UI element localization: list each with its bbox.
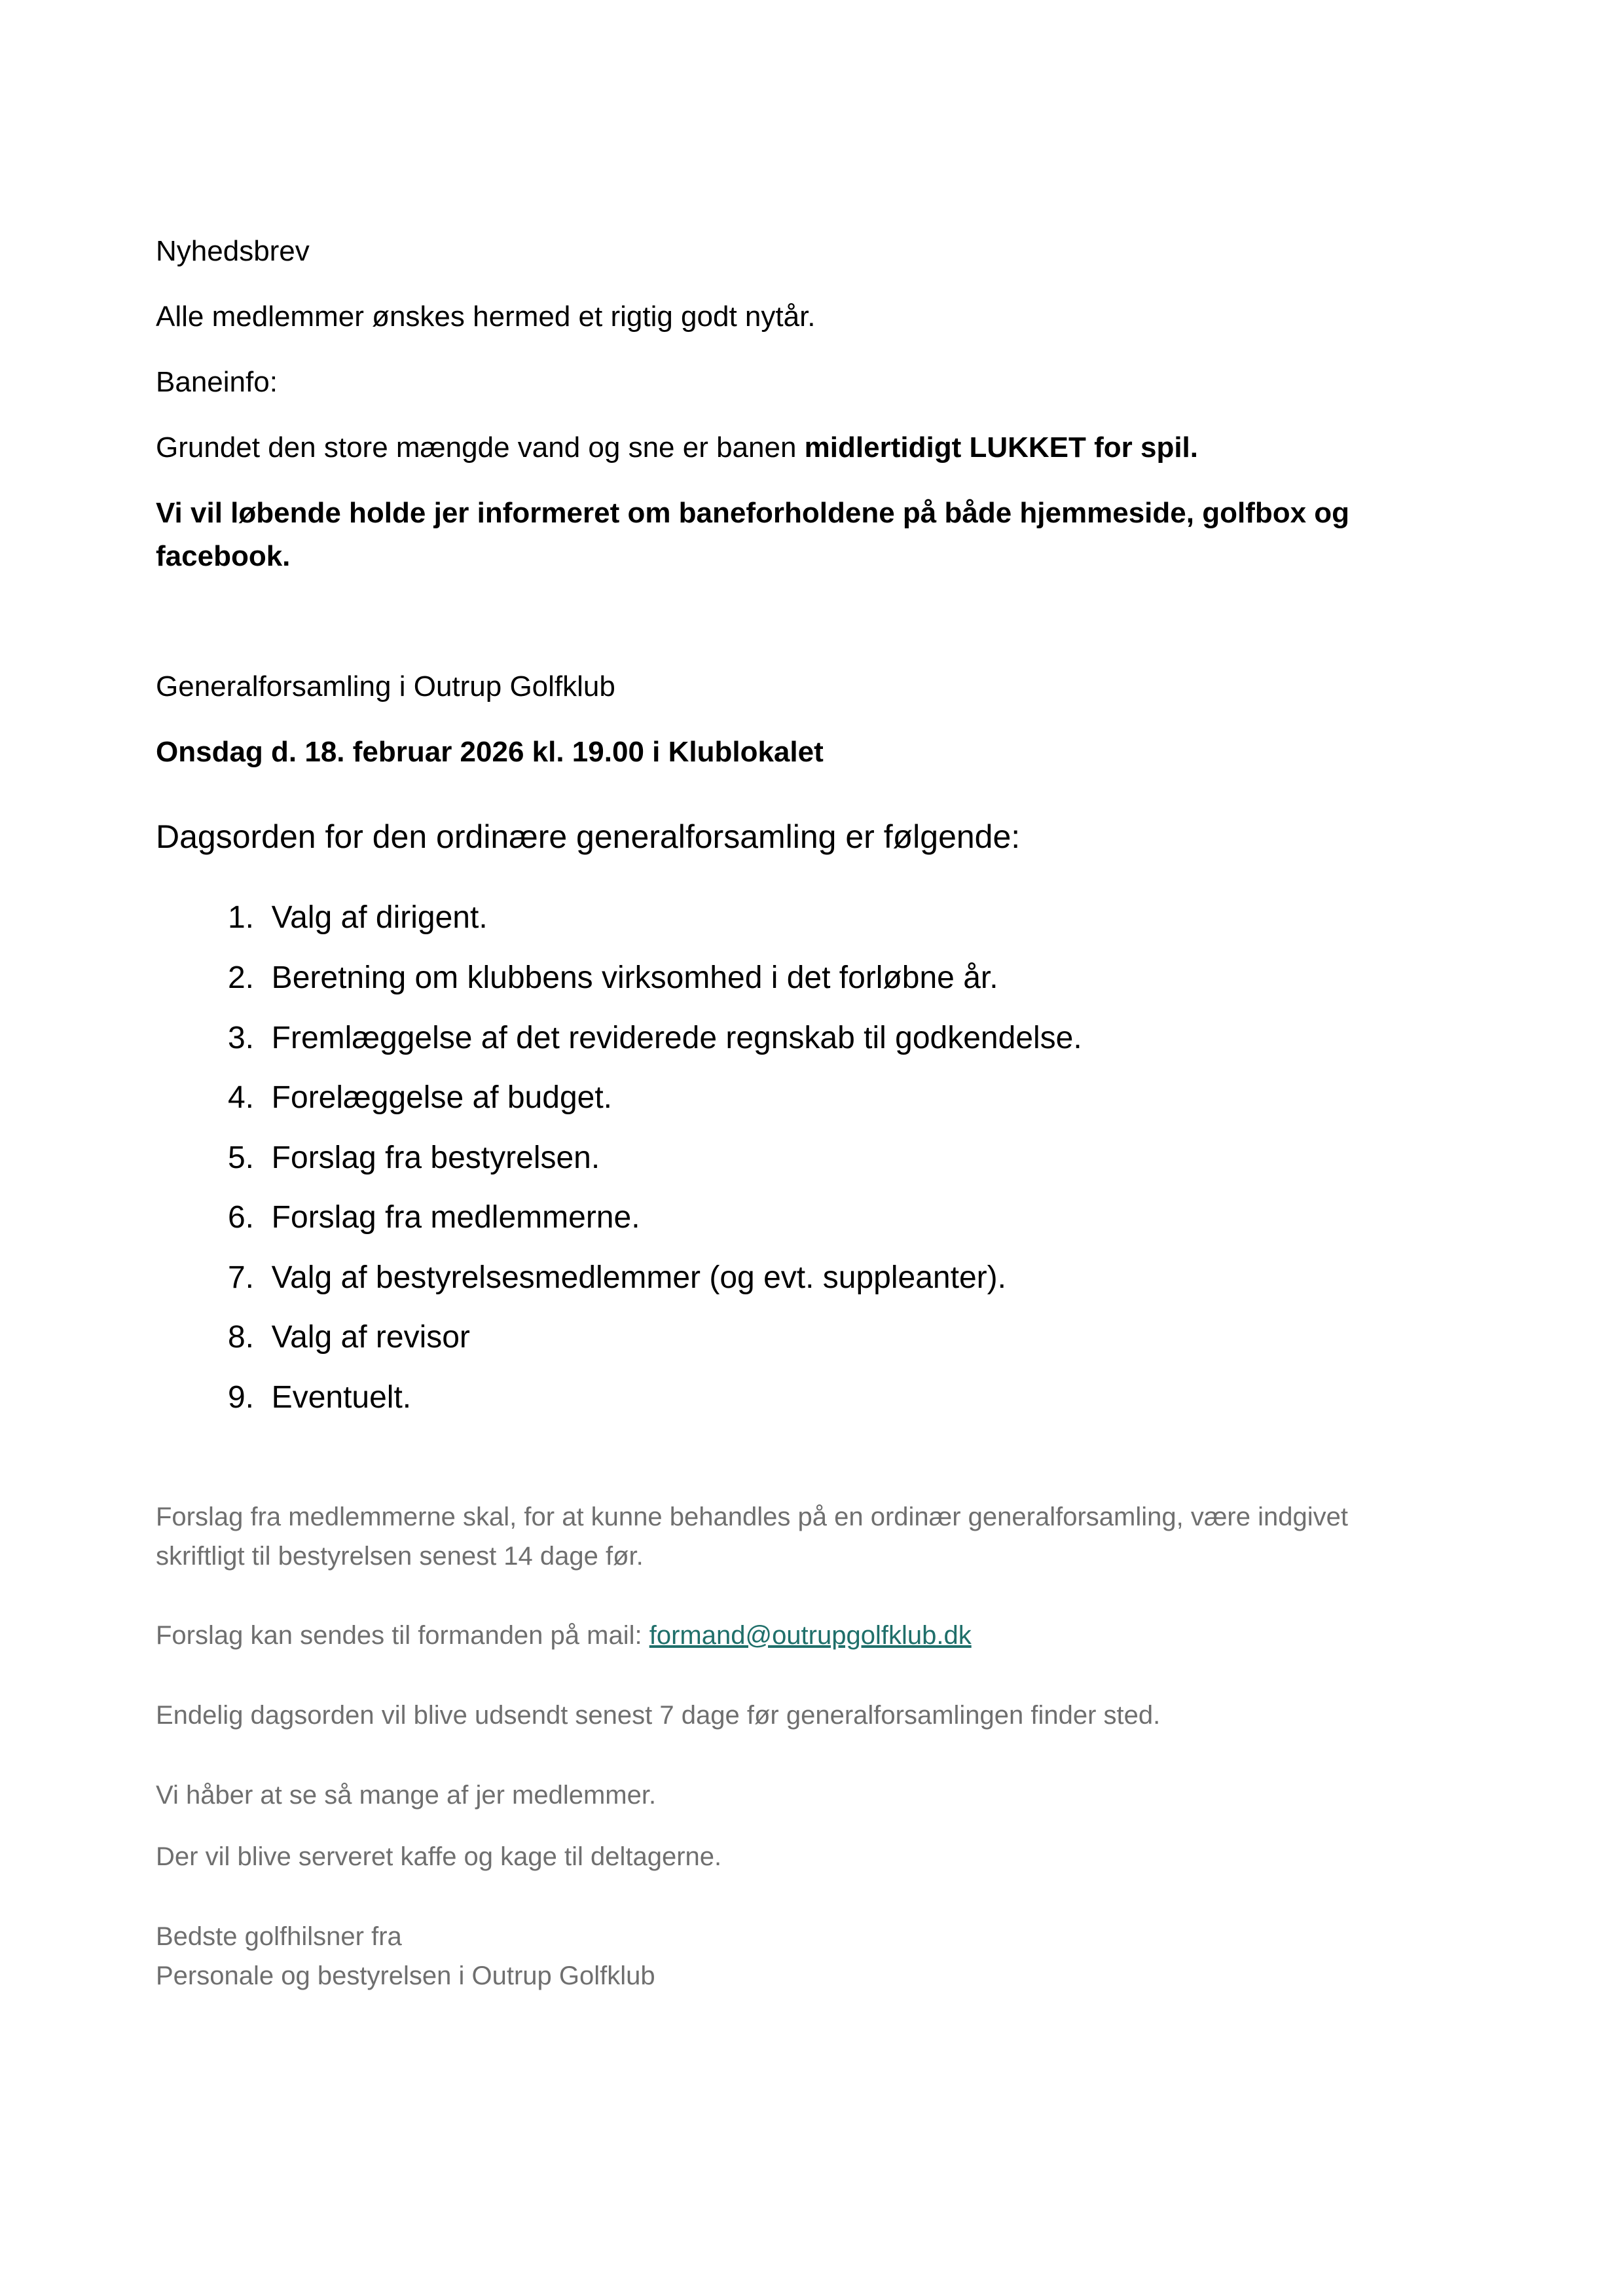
agenda-number: 3. [227,1021,254,1055]
agenda-item-3 [156,1023,1082,1054]
course-closed-bold: midlertidigt LUKKET for spil. [804,431,1198,464]
newsletter-title: Nyhedsbrev [156,235,310,267]
updates-line-1: Vi vil løbende holde jer informeret om baneforholdene på både hjemmeside, golfbox og [156,497,1350,529]
agenda-text: Valg af bestyrelsesmedlemmer (og evt. suppleanter). [271,1260,1006,1295]
agenda-item-7 [156,1262,1006,1294]
mail-note [156,1622,972,1649]
agenda-text: Beretning om klubbens virksomhed i det forløbne år. [271,960,998,995]
agenda-number: 6. [227,1200,254,1235]
agenda-text: Forslag fra bestyrelsen. [271,1140,600,1175]
agenda-item-1 [156,902,488,934]
proposals-note-line-1: Forslag fra medlemmerne skal, for at kunne behandles på en ordinær generalforsamling, være indgivet [156,1503,1348,1531]
agenda-item-9 [156,1382,411,1413]
agenda-text: Valg af dirigent. [271,900,488,935]
agenda-text: Fremlæggelse af det reviderede regnskab til godkendelse. [271,1021,1082,1055]
agenda-intro: Dagsorden for den ordinære generalforsamling er følgende: [156,818,1021,855]
meeting-datetime: Onsdag d. 18. februar 2026 kl. 19.00 i Klublokalet [156,736,824,768]
agenda-item-2 [156,962,998,994]
mail-prefix: Forslag kan sendes til formanden på mail: [156,1621,649,1650]
agenda-text: Eventuelt. [271,1380,412,1415]
agenda-item-5 [156,1142,600,1174]
agenda-text: Forslag fra medlemmerne. [271,1200,640,1235]
agenda-text: Valg af revisor [271,1320,470,1355]
coffee-note: Der vil blive serveret kaffe og kage til deltagerne. [156,1842,722,1871]
final-agenda-note: Endelig dagsorden vil blive udsendt senest 7 dage før generalforsamlingen finder sted. [156,1701,1161,1730]
course-closed-notice [156,433,1198,462]
agenda-item-4 [156,1082,612,1114]
agenda-number: 1. [227,900,254,935]
agenda-item-6 [156,1202,640,1233]
meeting-title: Generalforsamling i Outrup Golfklub [156,670,615,702]
agenda-number: 8. [227,1320,254,1355]
new-year-greeting: Alle medlemmer ønskes hermed et rigtig godt nytår. [156,301,816,333]
agenda-number: 9. [227,1380,254,1415]
agenda-item-8 [156,1322,470,1353]
hope-note: Vi håber at se så mange af jer medlemmer. [156,1781,657,1810]
updates-line-2: facebook. [156,540,291,572]
agenda-text: Forelæggelse af budget. [271,1080,613,1115]
proposals-note-line-2: skriftligt til bestyrelsen senest 14 dage før. [156,1542,644,1571]
agenda-number: 5. [227,1140,254,1175]
agenda-number: 4. [227,1080,254,1115]
course-info-label: Baneinfo: [156,366,278,398]
agenda-number: 7. [227,1260,254,1295]
course-closed-prefix: Grundet den store mængde vand og sne er banen [156,431,805,464]
signoff-line-2: Personale og bestyrelsen i Outrup Golfklub [156,1961,655,1990]
signoff-line-1: Bedste golfhilsner fra [156,1922,402,1951]
agenda-number: 2. [227,960,254,995]
chairman-email-link[interactable]: formand@outrupgolfklub.dk [649,1621,972,1650]
